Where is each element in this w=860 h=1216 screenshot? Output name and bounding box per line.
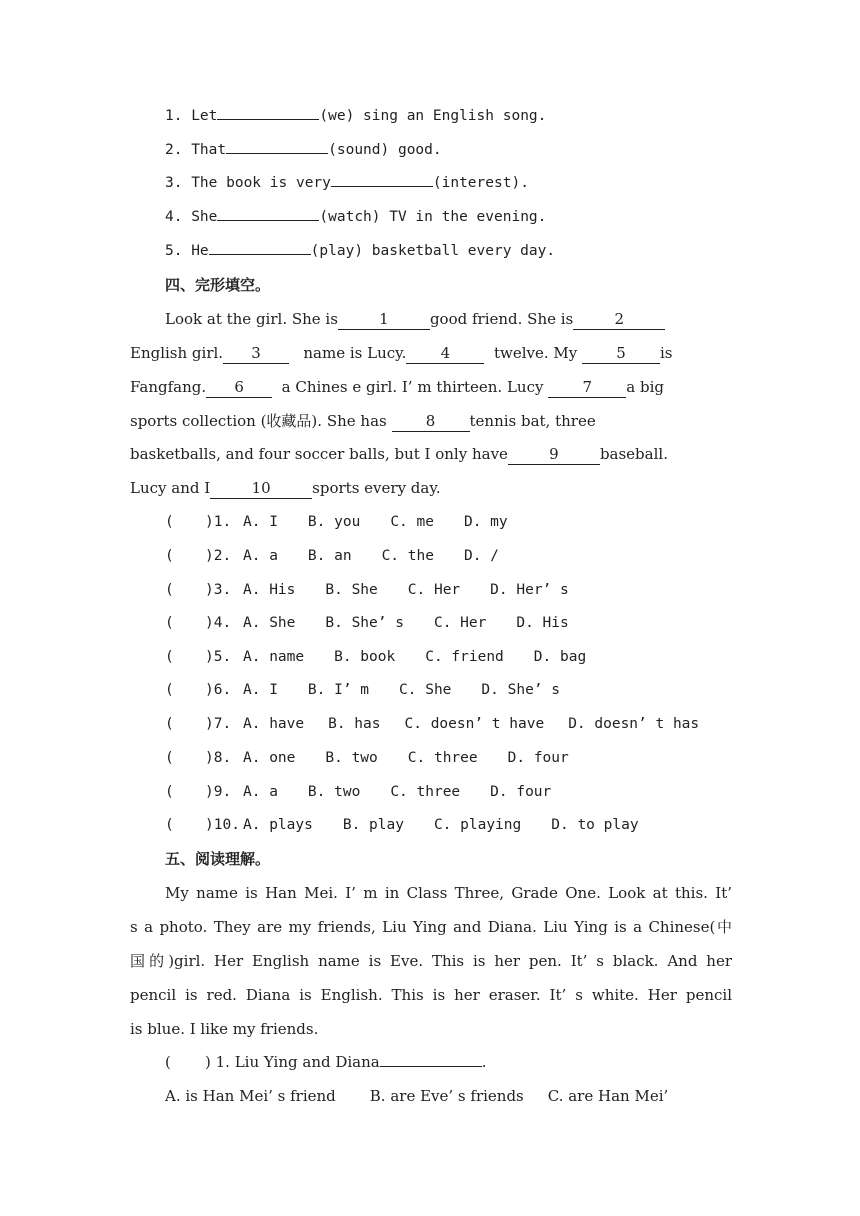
answer-paren[interactable]: (	[165, 615, 174, 631]
passage-text: baseball.	[599, 445, 668, 463]
option-b: B. She	[325, 582, 378, 598]
reading-passage-line: s a photo. They are my friends, Liu Ying and Diana. Liu Ying is a Chinese(中	[130, 918, 732, 936]
option-c: C. the	[381, 548, 434, 564]
passage-text: basketballs, and four soccer balls, but I only have	[130, 445, 508, 463]
section-heading-reading: 五、阅读理解。	[165, 850, 271, 868]
option-c: C. me	[390, 514, 434, 530]
item-hint: (interest).	[432, 175, 529, 191]
option-d: D. bag	[533, 649, 587, 665]
passage-text: Lucy and I	[130, 479, 211, 497]
item-text: That	[191, 142, 227, 158]
option-c: C. She	[399, 682, 452, 698]
choice-question	[165, 707, 732, 741]
option-b: B. are Eve’ s friends	[369, 1087, 524, 1105]
option-d: D. His	[516, 615, 569, 631]
option-d: D. four	[507, 750, 569, 766]
passage-text: a Chines e girl. I’ m thirteen. Lucy	[281, 378, 544, 396]
answer-blank[interactable]	[217, 100, 319, 120]
option-c: C. three	[390, 784, 461, 800]
option-a: A. plays	[243, 817, 313, 833]
item-text: He	[191, 243, 209, 259]
cloze-blank[interactable]: 5	[582, 344, 660, 364]
passage-text: a big	[626, 378, 664, 396]
option-b: B. book	[334, 649, 396, 665]
question-number: ) 1.	[205, 1053, 230, 1071]
passage-text: is	[660, 344, 673, 362]
passage-text: sports every day.	[312, 479, 441, 497]
question-number: )6.	[205, 682, 232, 698]
option-a: A. a	[243, 548, 278, 564]
reading-options	[165, 1079, 732, 1113]
passage-text: good friend. She is	[429, 310, 574, 328]
item-text: Let	[191, 108, 218, 124]
section-heading-cloze: 四、完形填空。	[165, 276, 271, 294]
reading-question	[165, 1045, 732, 1079]
item-number: 3.	[165, 175, 183, 191]
option-b: B. She’ s	[325, 615, 404, 631]
fill-in-item	[165, 133, 732, 167]
item-text: The book is very	[191, 175, 331, 191]
option-d: D. four	[490, 784, 552, 800]
question-number: )1.	[205, 514, 232, 530]
cloze-blank[interactable]: 10	[210, 479, 312, 499]
option-a: A. have	[243, 716, 305, 732]
answer-paren[interactable]: (	[165, 649, 174, 665]
passage-text: Look at the girl. She is	[165, 310, 338, 328]
question-number: )10.	[205, 817, 240, 833]
option-a: A. She	[243, 615, 296, 631]
fill-in-item	[165, 166, 732, 200]
choice-question	[165, 775, 732, 809]
cloze-passage-line	[130, 471, 732, 505]
option-b: B. has	[328, 716, 381, 732]
answer-blank[interactable]	[331, 167, 433, 187]
option-d: D. my	[463, 514, 508, 530]
option-c: C. Her	[407, 582, 461, 598]
passage-text: twelve. My	[493, 344, 578, 362]
question-stem: Liu Ying and Diana	[234, 1053, 380, 1071]
item-hint: (we) sing an English song.	[319, 108, 547, 124]
option-c: C. friend	[425, 649, 504, 665]
option-d: D. She’ s	[481, 682, 560, 698]
item-number: 4.	[165, 209, 183, 225]
option-a: A. I	[243, 514, 278, 530]
option-a: A. His	[243, 582, 296, 598]
cloze-blank[interactable]: 9	[508, 445, 600, 465]
answer-paren[interactable]: (	[165, 682, 174, 698]
answer-blank[interactable]	[217, 201, 319, 221]
cloze-passage-line	[130, 437, 732, 471]
reading-passage-line: 国的)girl. Her English name is Eve. This is her pen. It’ s black. And her	[130, 952, 732, 970]
reading-passage-line: My name is Han Mei. I’ m in Class Three, Grade One. Look at this. It’	[165, 884, 732, 902]
option-c: C. three	[407, 750, 478, 766]
answer-paren[interactable]: (	[165, 514, 174, 530]
choice-question	[165, 741, 732, 775]
cloze-blank[interactable]: 4	[406, 344, 484, 364]
question-number: )8.	[205, 750, 232, 766]
question-number: )7.	[205, 716, 232, 732]
choice-question	[165, 673, 732, 707]
cloze-passage-line	[130, 370, 732, 404]
choice-question	[165, 539, 732, 573]
choice-question	[165, 640, 732, 674]
passage-text: name is Lucy.	[303, 344, 407, 362]
passage-text: Fangfang.	[130, 378, 207, 396]
reading-passage-line: is blue. I like my friends.	[130, 1020, 319, 1038]
cloze-blank[interactable]: 2	[573, 310, 665, 330]
question-number: )2.	[205, 548, 232, 564]
answer-blank[interactable]	[380, 1047, 482, 1067]
choice-question	[165, 505, 732, 539]
cloze-blank[interactable]: 3	[223, 344, 289, 364]
answer-paren[interactable]: (	[165, 750, 174, 766]
option-b: B. play	[342, 817, 404, 833]
option-c: C. are Han Mei’	[547, 1087, 669, 1105]
option-c: C. playing	[433, 817, 522, 833]
answer-blank[interactable]	[209, 235, 311, 255]
cloze-blank[interactable]: 8	[392, 412, 470, 432]
answer-blank[interactable]	[226, 134, 328, 154]
choice-question	[165, 808, 732, 842]
reading-passage-line: pencil is red. Diana is English. This is her eraser. It’ s white. Her pencil	[130, 986, 732, 1004]
answer-paren[interactable]: (	[165, 784, 174, 800]
option-a: A. name	[243, 649, 305, 665]
choice-question	[165, 606, 732, 640]
answer-paren[interactable]: (	[165, 1053, 171, 1071]
question-end: .	[481, 1053, 487, 1071]
item-hint: (play) basketball every day.	[310, 243, 556, 259]
option-c: C. Her	[433, 615, 487, 631]
item-hint: (sound) good.	[328, 142, 442, 158]
item-number: 2.	[165, 142, 183, 158]
passage-text: English girl.	[130, 344, 224, 362]
question-number: )9.	[205, 784, 232, 800]
item-text: She	[191, 209, 218, 225]
option-a: A. is Han Mei’ s friend	[165, 1087, 336, 1105]
option-d: D. doesn’ t has	[568, 716, 700, 732]
item-number: 1.	[165, 108, 183, 124]
cloze-blank[interactable]: 6	[206, 378, 272, 398]
option-b: B. two	[307, 784, 361, 800]
option-a: A. a	[243, 784, 278, 800]
cloze-passage-line	[165, 302, 732, 336]
question-number: )4.	[205, 615, 232, 631]
answer-paren[interactable]: (	[165, 716, 174, 732]
fill-in-item	[165, 200, 732, 234]
option-b: B. an	[307, 548, 352, 564]
passage-text: sports collection (收藏品). She has	[130, 412, 387, 430]
answer-paren[interactable]: (	[165, 582, 174, 598]
option-b: B. I’ m	[307, 682, 370, 698]
option-b: B. two	[325, 750, 378, 766]
option-c: C. doesn’ t have	[404, 716, 545, 732]
option-a: A. one	[243, 750, 296, 766]
cloze-blank[interactable]: 7	[548, 378, 626, 398]
passage-text: tennis bat, three	[469, 412, 596, 430]
option-d: D. Her’ s	[490, 582, 569, 598]
option-d: D. to play	[551, 817, 639, 833]
choice-question	[165, 573, 732, 607]
question-number: )3.	[205, 582, 232, 598]
question-number: )5.	[205, 649, 232, 665]
answer-paren[interactable]: (	[165, 817, 174, 833]
answer-paren[interactable]: (	[165, 548, 174, 564]
cloze-passage-line	[130, 404, 732, 438]
option-d: D. /	[463, 548, 499, 564]
option-b: B. you	[307, 514, 361, 530]
item-hint: (watch) TV in the evening.	[319, 209, 547, 225]
cloze-blank[interactable]: 1	[338, 310, 430, 330]
fill-in-item	[165, 234, 732, 268]
fill-in-item	[165, 99, 732, 133]
option-a: A. I	[243, 682, 278, 698]
item-number: 5.	[165, 243, 183, 259]
cloze-passage-line	[130, 336, 732, 370]
